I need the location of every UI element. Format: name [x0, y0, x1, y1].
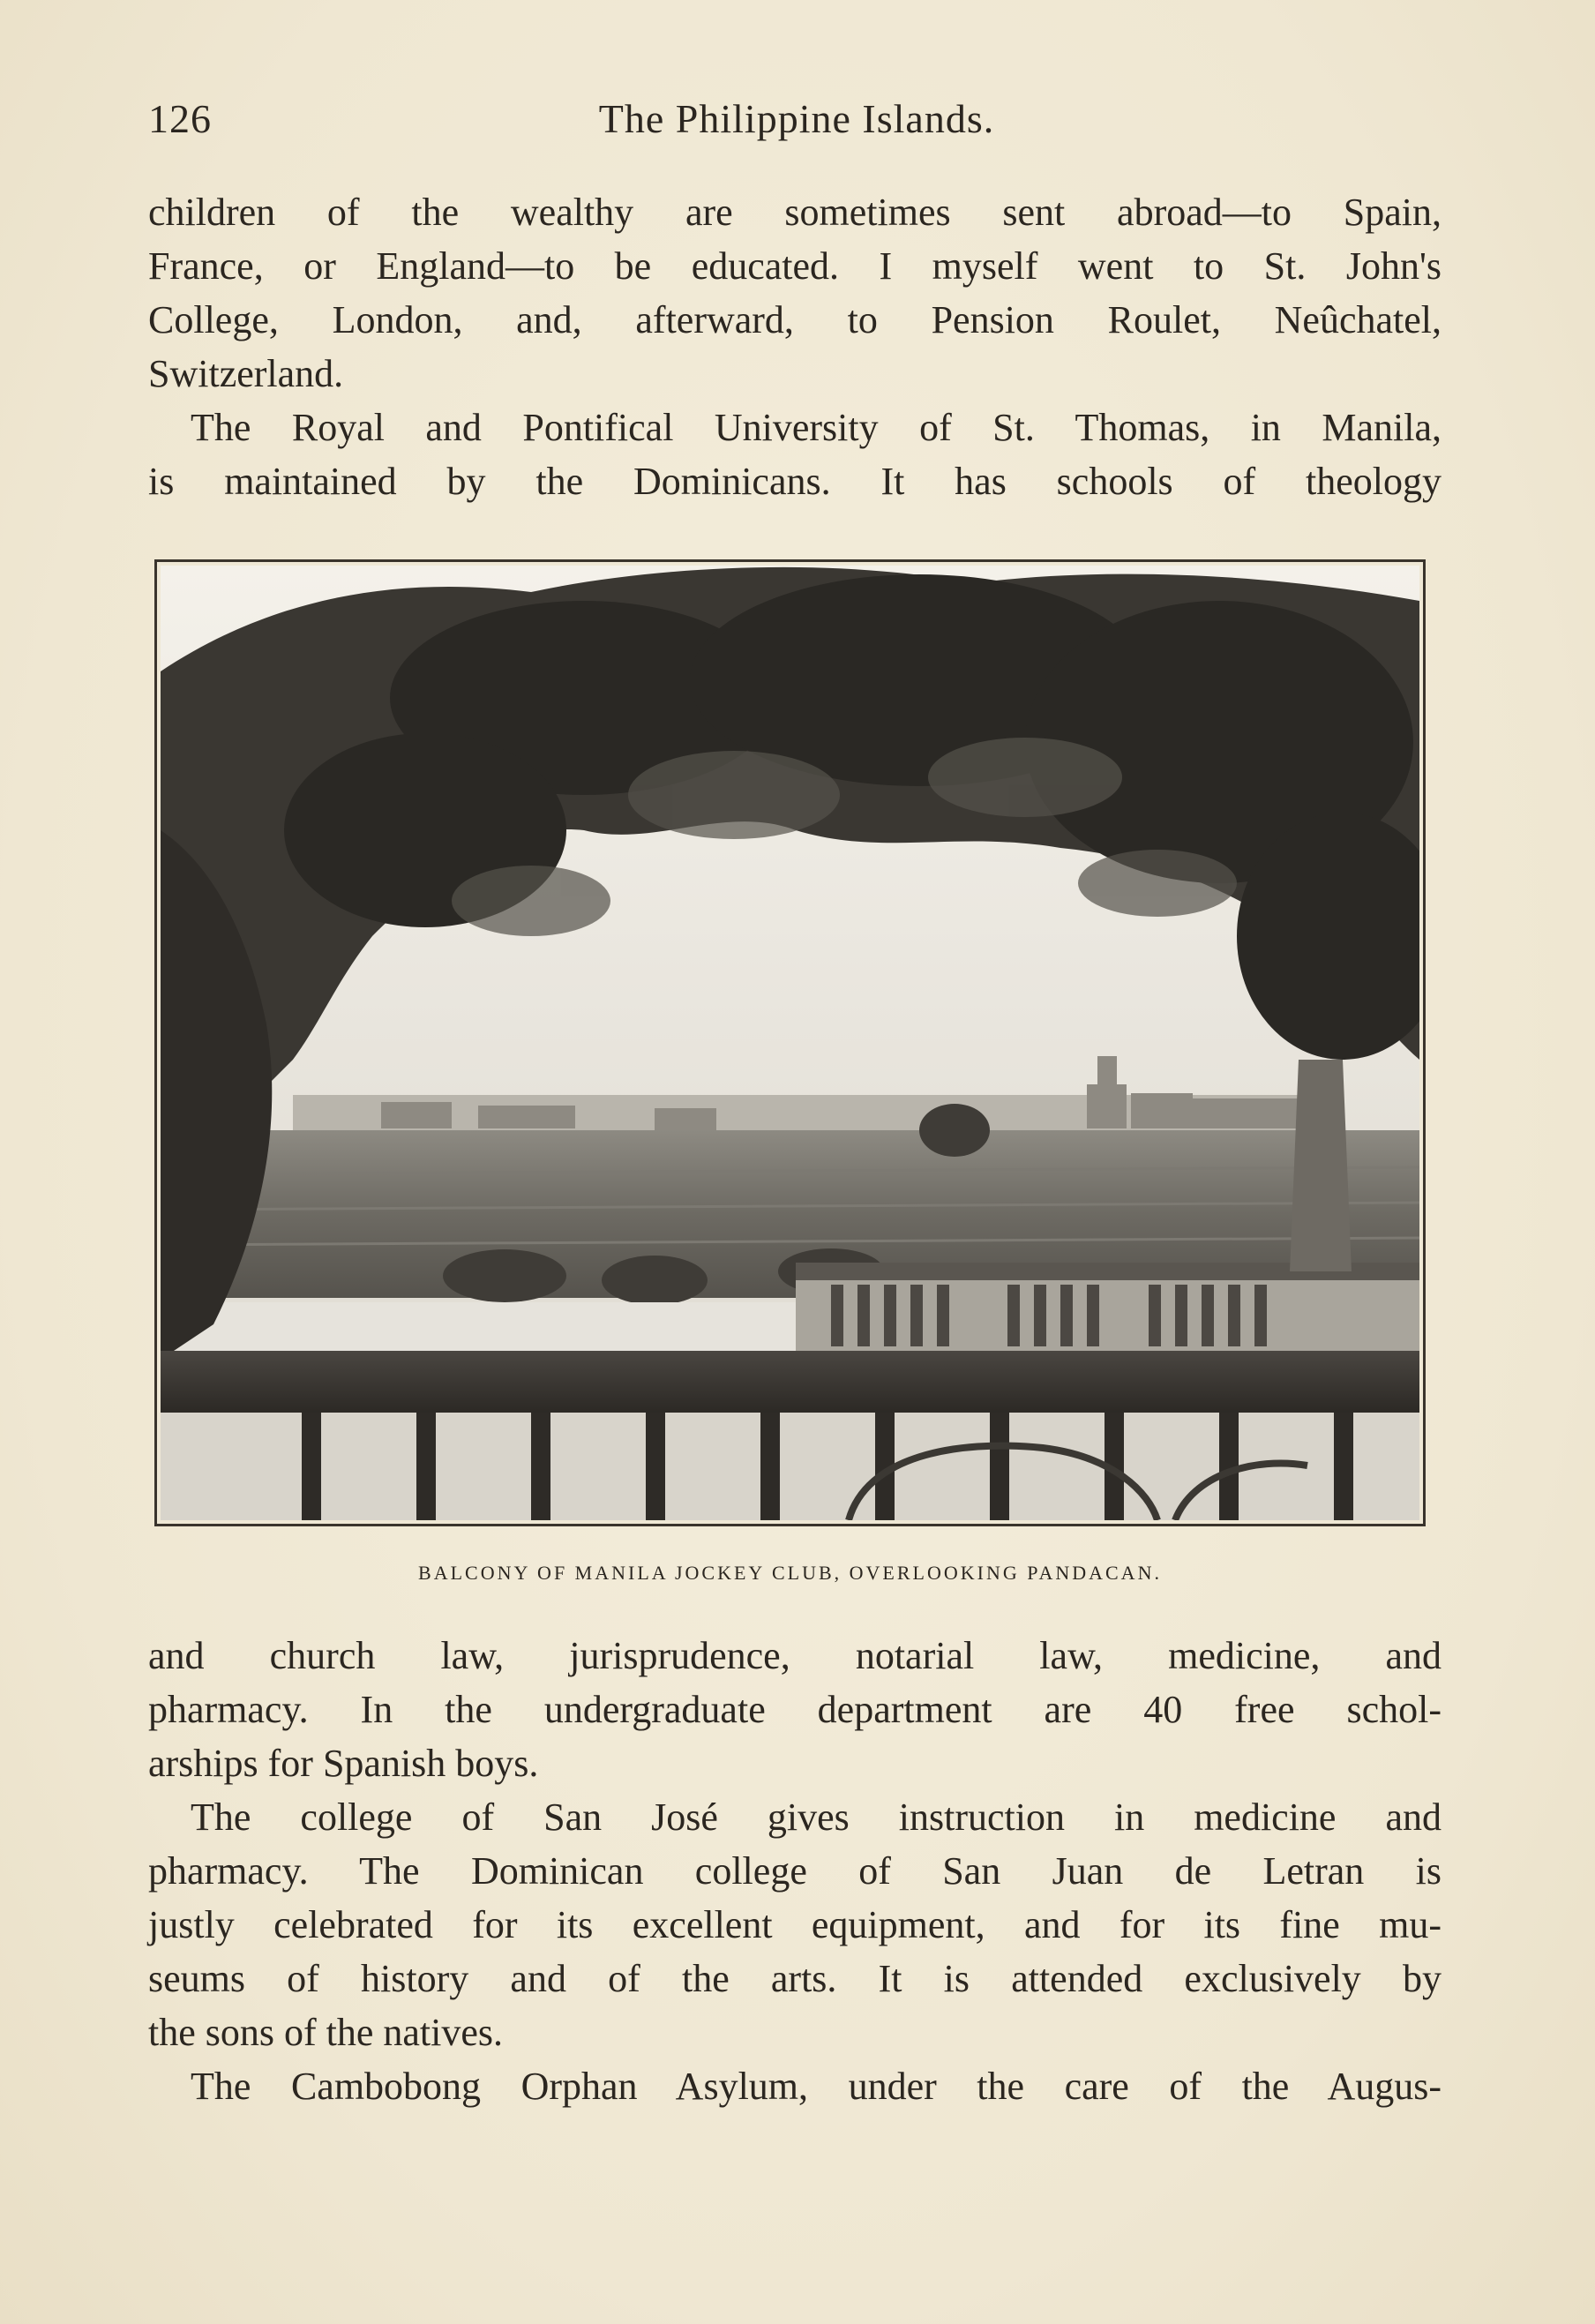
figure-caption: BALCONY OF MANILA JOCKEY CLUB, OVERLOOKING PANDACAN. [418, 1562, 1162, 1584]
text-line: is maintained by the Dominicans. It has schools of theology [148, 460, 1441, 503]
text-line: The Royal and Pontifical University of St. Thomas, in Manila, [191, 406, 1441, 449]
text-line: The college of San José gives instruction in medicine and [191, 1795, 1441, 1839]
top-text-block [148, 185, 1441, 508]
text-line: pharmacy. In the undergraduate department are 40 free schol- [148, 1688, 1441, 1731]
text-line: and church law, jurisprudence, notarial law, medicine, and [148, 1634, 1441, 1677]
text-line: arships for Spanish boys. [148, 1742, 539, 1785]
text-line: Switzerland. [148, 352, 344, 395]
text-line: justly celebrated for its excellent equipment, and for its fine mu- [148, 1903, 1441, 1946]
text-line: seums of history and of the arts. It is attended exclusively by [148, 1957, 1441, 2000]
bottom-text-block [148, 1629, 1441, 2113]
text-line: the sons of the natives. [148, 2011, 504, 2054]
text-line: France, or England—to be educated. I myself went to St. John's [148, 244, 1441, 288]
photograph-plate [154, 559, 1426, 1526]
running-title: The Philippine Islands. [598, 96, 995, 141]
text-line: College, London, and, afterward, to Pension Roulet, Neûchatel, [148, 298, 1441, 341]
text-line: The Cambobong Orphan Asylum, under the care of the Augus- [191, 2065, 1441, 2108]
balcony-photograph [161, 566, 1419, 1520]
running-head [148, 95, 1445, 148]
text-line: children of the wealthy are sometimes sent abroad—to Spain, [148, 191, 1441, 234]
page-number: 126 [148, 96, 212, 141]
text-line: pharmacy. The Dominican college of San Juan de Letran is [148, 1849, 1441, 1893]
